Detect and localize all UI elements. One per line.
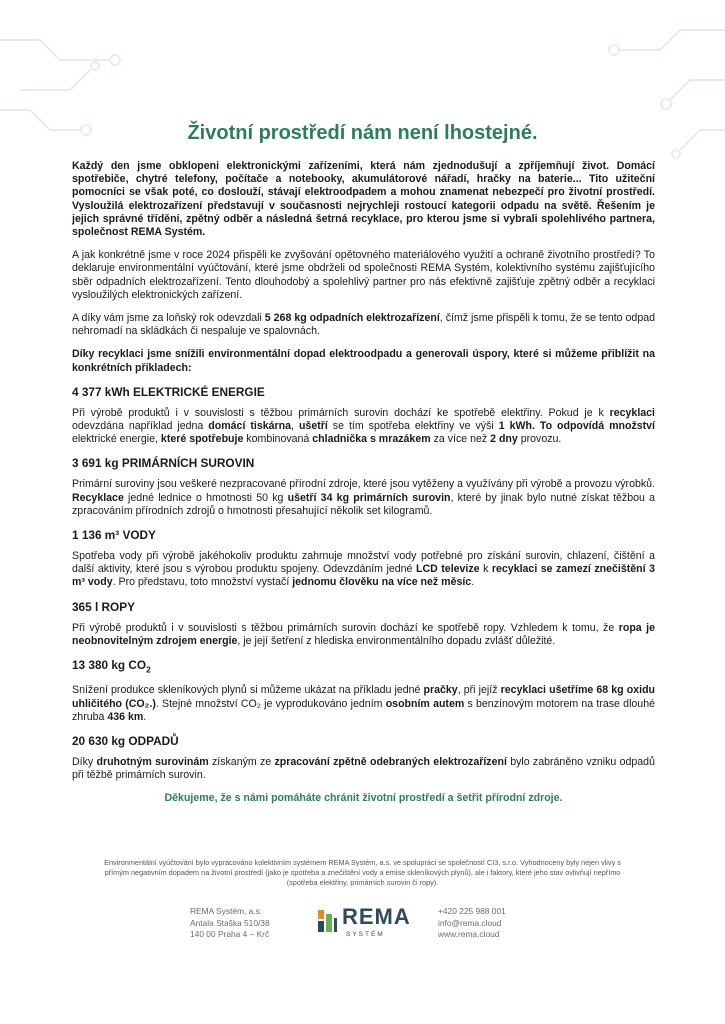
logo-subtitle: SYSTÉM (346, 931, 385, 938)
paragraph-energy: Při výrobě produktů i v souvislosti s těžbou primárních surovin dochází ke spotřebě elektřiny. Pokud je k recyklaci odevzdána například jedna domácí tiskárna, ušetří se tím spotřeba elektřiny ve výši 1 kWh. To odpovídá množství elektrické energie, které spotřebuje kombinovaná chladnička s mrazákem za více než 2 dny provozu. (72, 406, 656, 446)
address-line: Antala Staška 510/38 (190, 917, 270, 928)
heading-co2: 13 380 kg $CO_2$ (72, 658, 151, 675)
heading-raw-materials: 3 691 kg PRIMÁRNÍCH SUROVIN (72, 456, 255, 471)
contact-website[interactable]: www.rema.cloud (438, 929, 500, 939)
contact-email[interactable]: info@rema.cloud (438, 917, 502, 928)
letter-body (72, 160, 655, 806)
savings-intro: Díky recyklaci jsme snížili environmentální dopad elektroodpadu a generovali úspory, které si můžeme přiblížit na konkrétních příkladech: (72, 348, 655, 374)
paragraph-co2: Snížení produkce skleníkových plynů si můžeme ukázat na příkladu jedné pračky, při jejíž recyklaci ušetříme 68 kg oxidu uhličitého (CO₂.). Stejné množství CO₂ je vyprodukováno jedním osobním autem s benzínovým motorem na trase dlouhé zhruba 436 km. (72, 684, 656, 723)
address-line: 140 00 Praha 4 – Krč (190, 929, 270, 939)
footer-contact (438, 906, 506, 941)
footer-address (190, 906, 270, 941)
heading-waste: 20 630 kg ODPADŮ (72, 734, 179, 749)
logo-word: REMA (342, 904, 411, 929)
heading-water: 1 136 m³ VODY (72, 528, 156, 543)
paragraph-water: Spotřeba vody při výrobě jakéhokoliv produktu zahrnuje množství vody potřebné pro získání surovin, chlazení, čištění a další aktivity, které jsou s výrobou produktu spojeny. Odevzdáním jedné LCD televize k recyklaci se zamezí znečištění 3 m³ vody. Pro představu, toto množství vystačí jednomu člověku na více než měsíc. (72, 550, 655, 589)
page-title: Životní prostředí nám není lhostejné. (187, 122, 538, 144)
heading-energy: 4 377 kWh ELEKTRICKÉ ENERGIE (72, 384, 265, 399)
paragraph-raw-materials: Primární suroviny jsou veškeré nezpracované přírodní zdroje, které jsou vytěženy a využívány při výrobě a provozu výrobků. Recyklace jedné lednice o hmotnosti 50 kg ušetří 34 kg primárních surovin, které by jinak bylo nutné získat těžbou a zpracováním přírodních zdrojů o hmotnosti přesahující několik set kilogramů. (72, 478, 655, 517)
rema-logo (318, 904, 418, 944)
closing-thanks: Děkujeme, že s námi pomáháte chránit životní prostředí a šetřit přírodní zdroje. (164, 792, 563, 805)
paragraph-oil: Při výrobě produktů i v souvislosti s těžbou primárních surovin dochází ke spotřebě ropy. Vzhledem k tomu, že ropa je neobnovitelným zdrojem energie, je její šetření z hlediska environmentálního dopadu zvlášť důležité. (72, 621, 655, 647)
address-line: REMA Systém, a.s. (190, 906, 263, 916)
paragraph-waste: Díky druhotným surovinám získaným ze zpracování zpětně odebraných elektrozařízení bylo zabráněno vzniku odpadů při těžbě primárních surovin. (72, 756, 655, 782)
paragraph-collected: A díky vám jsme za loňský rok odevzdali 5 268 kg odpadních elektrozařízení, čímž jsme přispěli k tomu, že se tento odpad nehromadí na skládkách či nespaluje ve spalovnách. (72, 312, 656, 338)
intro-paragraph: Každý den jsme obklopeni elektronickými zařízeními, která nám zjednodušují a zpříjemňují život. Domácí spotřebiče, chytré telefony, počítače a notebooky, akumulátorové nářadí, hračky na baterie... Tito užiteční pomocníci se však poté, co doslouží, stávají elektroodpadem a mohou znamenat nebezpečí pro životní prostředí. Vysloužilá elektrozařízení představují v současnosti nejrychleji rostoucí kategorii odpadu na světě. Řešením je jejich správné třídění, zpětný odběr a následná šetrná recyklace, pro kterou jsme si vybrali spolehlivého partnera, společnost REMA Systém. (72, 160, 655, 239)
heading-oil: 365 l ROPY (72, 599, 135, 614)
contact-phone: +420 225 988 001 (438, 906, 506, 916)
rema-logo-icon (318, 910, 338, 932)
footer-note: Environmentální vyúčtování bylo vypracováno kolektivním systémem REMA Systém, a.s. ve spolupráci se společností CI3, s.r.o. Vyhodnoceny byly nejen vlivy s přímým negativním dopadem na životní prostředí (jako je spotřeba a znečištění vody a emise skleníkových plynů), ale i faktory, které jeho stav ovlivňují nepřímo (spotřeba elektřiny, primárních surovin či ropy). (104, 858, 621, 887)
paragraph-report: A jak konkrétně jsme v roce 2024 přispěli ke zvyšování opětovného materiálového využití a ochraně životního prostředí? To deklaruje environmentální vyúčtování, které jsme obdrželi od společnosti REMA Systém, kolektivního systému zajišťujícího sběr odpadních elektrozařízení. Tento dlouhodobý a spolehlivý partner pro nás efektivně zajišťuje zpětný odběr a recyklaci vysloužilých elektronických zařízení. (72, 249, 655, 301)
